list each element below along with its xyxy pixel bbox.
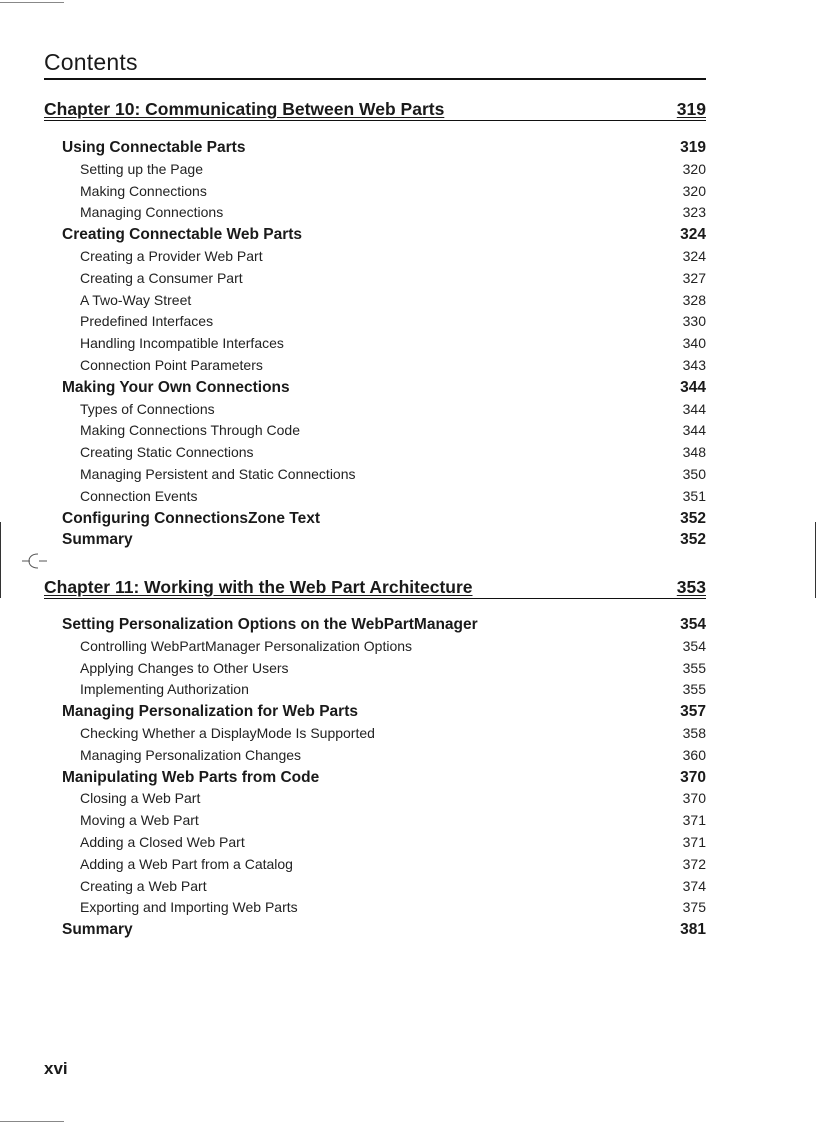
toc-entry-page: 370 — [680, 768, 706, 786]
toc-entry-title: Connection Point Parameters — [80, 356, 263, 373]
toc-entry-page: 372 — [682, 855, 706, 872]
toc-entry-title: Making Connections — [80, 182, 207, 199]
toc-section-entry[interactable] — [62, 508, 706, 530]
page-title: Contents — [44, 48, 706, 80]
toc-entry-title: Setting up the Page — [80, 160, 203, 177]
toc-entry-title: Creating Static Connections — [80, 444, 254, 461]
toc-entry-title: Applying Changes to Other Users — [80, 659, 289, 676]
toc-entry-title: Managing Persistent and Static Connections — [80, 465, 356, 482]
toc-subsection-entry[interactable] — [62, 854, 706, 876]
toc-entry-page: 327 — [682, 269, 706, 286]
chapter-title[interactable]: Chapter 11: Working with the Web Part Architecture — [44, 577, 473, 597]
toc-subsection-entry[interactable] — [62, 290, 706, 312]
toc-entry-title: Types of Connections — [80, 400, 215, 417]
chapter-heading[interactable] — [44, 98, 706, 121]
toc-entry-page: 324 — [680, 226, 706, 244]
toc-entry-title: Handling Incompatible Interfaces — [80, 335, 284, 352]
toc-entry-page: 360 — [682, 746, 706, 763]
registration-mark-icon — [22, 550, 48, 572]
toc-entry-title: Configuring ConnectionsZone Text — [62, 509, 321, 527]
toc-entry-page: 374 — [682, 877, 706, 894]
toc-entry-title: Implementing Authorization — [80, 681, 249, 698]
folio-page-number: xvi — [44, 1059, 68, 1078]
toc-subsection-entry[interactable] — [62, 268, 706, 290]
toc-entry-page: 354 — [682, 637, 706, 654]
toc-entry-title: Managing Personalization Changes — [80, 746, 302, 763]
toc-subsection-entry[interactable] — [62, 636, 706, 658]
toc-subsection-entry[interactable] — [62, 311, 706, 333]
toc-subsection-entry[interactable] — [62, 788, 706, 810]
chapter-heading[interactable] — [44, 576, 706, 599]
toc-entry-title: Creating a Web Part — [80, 877, 207, 894]
toc-section-entry[interactable] — [62, 377, 706, 399]
toc-section-entry[interactable] — [62, 529, 706, 551]
toc-entry-title: Setting Personalization Options on the WebPartManager — [62, 616, 478, 633]
toc-subsection-entry[interactable] — [62, 246, 706, 268]
toc-entry-page: 358 — [682, 724, 706, 741]
toc-entry-title: Managing Connections — [80, 204, 224, 221]
toc-entry-title: Adding a Closed Web Part — [80, 833, 245, 850]
toc-entry-page: 344 — [682, 422, 706, 439]
toc-entry-page: 343 — [682, 356, 706, 373]
toc-entry-title: Summary — [62, 921, 133, 939]
toc-entry-page: 350 — [682, 465, 706, 482]
chapter-entries — [62, 614, 706, 941]
toc-section-entry[interactable] — [62, 767, 706, 789]
toc-entry-page: 340 — [682, 335, 706, 352]
toc-section-entry[interactable] — [62, 224, 706, 246]
toc-subsection-entry[interactable] — [62, 679, 706, 701]
toc-entry-title: Creating a Provider Web Part — [80, 247, 263, 264]
toc-entry-page: 375 — [682, 899, 706, 916]
toc-entry-page: 352 — [680, 509, 706, 527]
toc-entry-page: 348 — [682, 444, 706, 461]
toc-entry-page: 354 — [680, 616, 706, 633]
toc-subsection-entry[interactable] — [62, 202, 706, 224]
toc-entry-title: Using Connectable Parts — [62, 139, 246, 156]
toc-subsection-entry[interactable] — [62, 832, 706, 854]
toc-section-entry[interactable] — [62, 701, 706, 723]
toc-entry-page: 370 — [682, 790, 706, 807]
toc-entry-page: 381 — [680, 921, 706, 939]
toc-entry-page: 357 — [680, 703, 706, 721]
toc-entry-title: Making Your Own Connections — [62, 378, 290, 396]
toc-entry-page: 330 — [682, 313, 706, 330]
toc-entry-page: 344 — [680, 378, 706, 396]
toc-subsection-entry[interactable] — [62, 420, 706, 442]
toc-entry-title: Managing Personalization for Web Parts — [62, 703, 358, 721]
chapter-entries — [62, 137, 706, 551]
chapter-title[interactable]: Chapter 10: Communicating Between Web Parts — [44, 99, 445, 119]
toc-subsection-entry[interactable] — [62, 159, 706, 181]
toc-subsection-entry[interactable] — [62, 399, 706, 421]
toc-entry-page: 324 — [682, 247, 706, 264]
toc-entry-title: Connection Events — [80, 487, 198, 504]
chapter-page-number[interactable]: 319 — [676, 99, 706, 119]
toc-subsection-entry[interactable] — [62, 810, 706, 832]
toc-entry-page: 371 — [682, 833, 706, 850]
toc-subsection-entry[interactable] — [62, 181, 706, 203]
toc-entry-title: Exporting and Importing Web Parts — [80, 899, 298, 916]
toc-section-entry[interactable] — [62, 919, 706, 941]
crop-mark-bottom — [0, 1121, 64, 1122]
margin-rule-left — [0, 522, 1, 598]
toc-entry-page: 371 — [682, 812, 706, 829]
toc-entry-page: 319 — [680, 139, 706, 156]
toc-entry-page: 355 — [682, 659, 706, 676]
toc-section-entry[interactable] — [62, 137, 706, 159]
toc-subsection-entry[interactable] — [62, 486, 706, 508]
toc-subsection-entry[interactable] — [62, 464, 706, 486]
toc-subsection-entry[interactable] — [62, 658, 706, 680]
chapter-page-number[interactable]: 353 — [676, 577, 706, 597]
toc-entry-page: 320 — [682, 160, 706, 177]
toc-subsection-entry[interactable] — [62, 897, 706, 919]
toc-entry-page: 320 — [682, 182, 706, 199]
toc-entry-title: Moving a Web Part — [80, 812, 199, 829]
toc-entry-title: Controlling WebPartManager Personalization Options — [80, 637, 413, 654]
toc-subsection-entry[interactable] — [62, 876, 706, 898]
toc-subsection-entry[interactable] — [62, 745, 706, 767]
toc-entry-page: 344 — [682, 400, 706, 417]
toc-subsection-entry[interactable] — [62, 442, 706, 464]
toc-subsection-entry[interactable] — [62, 333, 706, 355]
toc-subsection-entry[interactable] — [62, 355, 706, 377]
toc-section-entry[interactable] — [62, 614, 706, 636]
toc-entry-title: Closing a Web Part — [80, 790, 201, 807]
crop-mark-top — [0, 2, 64, 3]
toc-entry-title: Creating Connectable Web Parts — [62, 226, 303, 244]
toc-entry-title: Predefined Interfaces — [80, 313, 214, 330]
toc-entry-page: 328 — [682, 291, 706, 308]
toc-entry-title: Checking Whether a DisplayMode Is Supported — [80, 724, 375, 741]
toc-entry-title: Making Connections Through Code — [80, 422, 300, 439]
toc-entry-title: Adding a Web Part from a Catalog — [80, 855, 293, 872]
toc-entry-title: Manipulating Web Parts from Code — [62, 768, 320, 786]
toc-entry-page: 352 — [680, 531, 706, 549]
toc-entry-title: Creating a Consumer Part — [80, 269, 243, 286]
toc-entry-title: A Two-Way Street — [80, 291, 192, 308]
toc-entry-page: 351 — [682, 487, 706, 504]
toc-entry-title: Summary — [62, 531, 133, 549]
toc-entry-page: 355 — [682, 681, 706, 698]
toc-subsection-entry[interactable] — [62, 723, 706, 745]
toc-entry-page: 323 — [682, 204, 706, 221]
